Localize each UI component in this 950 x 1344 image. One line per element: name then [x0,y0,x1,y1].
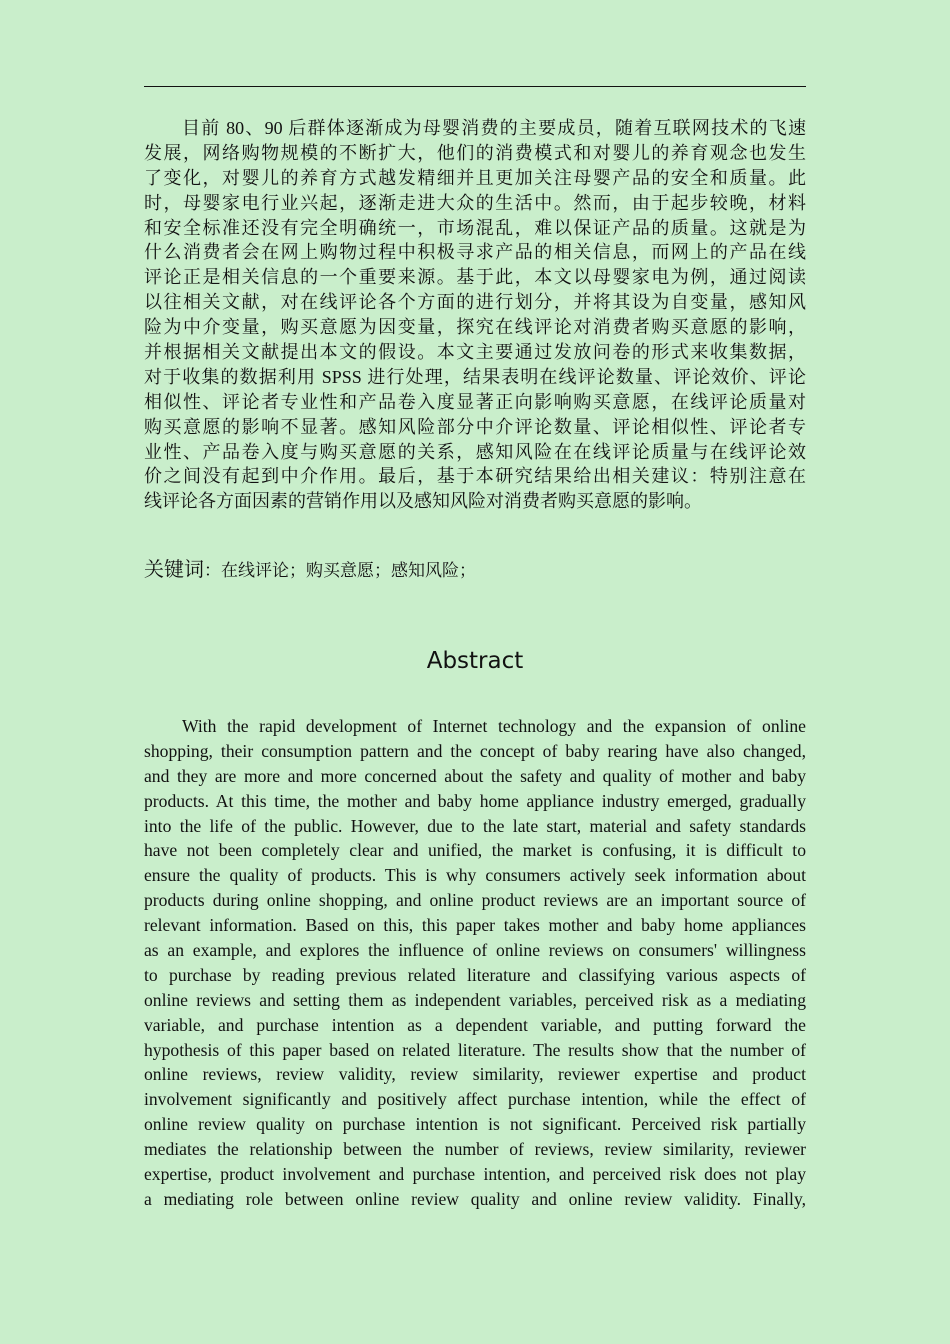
text-line: products during online shopping, and online product reviews are an important source of [144,890,806,911]
text-line: 对于收集的数据利用 SPSS 进行处理，结果表明在线评论数量、评论效价、评论 [144,366,806,387]
text-line: 相似性、评论者专业性和产品卷入度显著正向影响购买意愿，在线评论质量对 [144,391,806,412]
text-line: expertise, product involvement and purchase intention, and perceived risk does not play [144,1164,806,1185]
text-line: mediates the relationship between the number of reviews, review similarity, reviewer [144,1139,806,1160]
text-line: online review quality on purchase intention is not significant. Perceived risk partially [144,1114,806,1135]
text-line: involvement significantly and positively affect purchase intention, while the effect of [144,1089,806,1110]
text-line: and they are more and more concerned about the safety and quality of mother and baby [144,765,806,786]
keywords-label: 关键词 [144,557,204,581]
text-line: 业性、产品卷入度与购买意愿的关系，感知风险在在线评论质量与在线评论效 [144,441,806,462]
text-line: 什么消费者会在网上购物过程中积极寻求产品的相关信息，而网上的产品在线 [144,242,806,263]
text-line: online reviews, review validity, review similarity, reviewer expertise and product [144,1064,806,1085]
text-line: products. At this time, the mother and baby home appliance industry emerged, gradually [144,790,806,811]
text-line: shopping, their consumption pattern and the concept of baby rearing have also changed, [144,740,806,761]
text-line: relevant information. Based on this, this paper takes mother and baby home appliances [144,915,806,936]
keywords-text: ：在线评论；购买意愿；感知风险； [204,561,476,581]
text-line: a mediating role between online review quality and online review validity. Finally, [144,1188,806,1209]
text-line: 险为中介变量，购买意愿为因变量，探究在线评论对消费者购买意愿的影响， [144,317,806,338]
text-line: 时，母婴家电行业兴起，逐渐走进大众的生活中。然而，由于起步较晚，材料 [144,192,806,213]
text-line: variable, and purchase intention as a dependent variable, and putting forward the [144,1014,806,1035]
text-line: 发展，网络购物规模的不断扩大，他们的消费模式和对婴儿的养育观念也发生 [144,142,806,163]
text-line: as an example, and explores the influence of online reviews on consumers' willingness [144,940,806,961]
text-line: 目前 80、90 后群体逐渐成为母婴消费的主要成员，随着互联网技术的飞速 [182,118,806,138]
text-line: into the life of the public. However, due to the late start, material and safety standards [144,815,806,836]
text-line: With the rapid development of Internet technology and the expansion of online [182,716,806,736]
text-line: 线评论各方面因素的营销作用以及感知风险对消费者购买意愿的影响。 [144,491,702,512]
header-rule [144,86,806,87]
text-line: online reviews and setting them as independent variables, perceived risk as a mediating [144,989,806,1010]
text-line: 并根据相关文献提出本文的假设。本文主要通过发放问卷的形式来收集数据， [144,342,806,363]
text-line: 以往相关文献，对在线评论各个方面的进行划分，并将其设为自变量，感知风 [144,292,806,313]
text-line: 价之间没有起到中介作用。最后，基于本研究结果给出相关建议：特别注意在 [144,466,806,487]
text-line: ensure the quality of products. This is why consumers actively seek information about [144,865,806,886]
text-line: 购买意愿的影响不显著。感知风险部分中介评论数量、评论相似性、评论者专 [144,416,806,437]
keywords [144,553,476,582]
text-line: 了变化，对婴儿的养育方式越发精细并且更加关注母婴产品的安全和质量。此 [144,167,806,188]
text-line: hypothesis of this paper based on related literature. The results show that the number of [144,1039,806,1060]
text-line: 评论正是相关信息的一个重要来源。基于此，本文以母婴家电为例，通过阅读 [144,267,806,288]
english-abstract [144,714,806,1212]
text-line: have not been completely clear and unified, the market is confusing, it is difficult to [144,840,806,861]
abstract-title: Abstract [426,648,524,674]
chinese-abstract [144,116,806,514]
text-line: 和安全标准还没有完全明确统一，市场混乱，难以保证产品的质量。这就是为 [144,217,806,238]
text-line: to purchase by reading previous related literature and classifying various aspects of [144,964,806,985]
